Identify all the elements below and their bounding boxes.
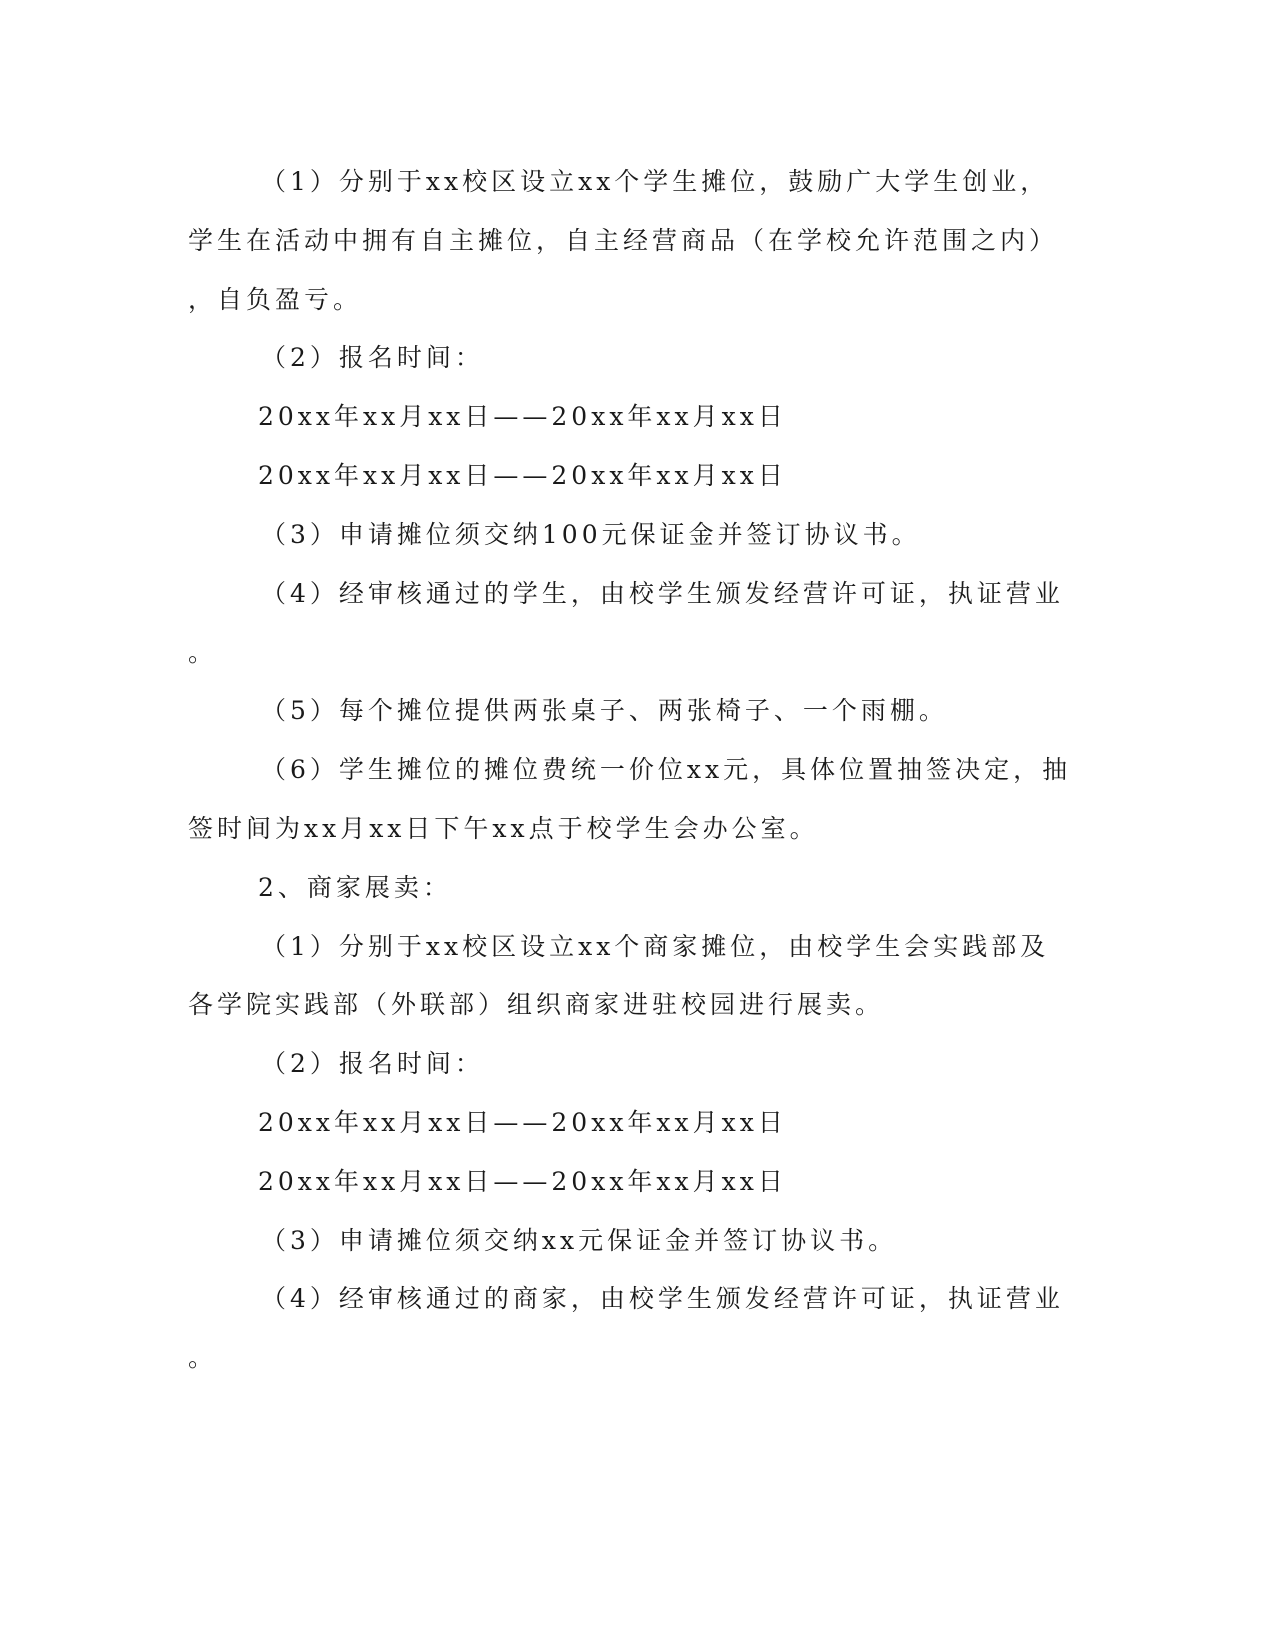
paragraph-line: 。 <box>188 638 218 667</box>
paragraph-line: （3）申请摊位须交纳xx元保证金并签订协议书。 <box>261 1226 898 1255</box>
paragraph-line: （4）经审核通过的学生，由校学生颁发经营许可证，执证营业 <box>261 579 1064 608</box>
paragraph-line: （1）分别于xx校区设立xx个商家摊位，由校学生会实践部及 <box>261 932 1050 961</box>
paragraph-line: （3）申请摊位须交纳100元保证金并签订协议书。 <box>261 520 921 549</box>
date-range-line: 20xx年xx月xx日——20xx年xx月xx日 <box>258 1167 787 1196</box>
paragraph-line: 。 <box>188 1343 218 1372</box>
paragraph-line: （6）学生摊位的摊位费统一价位xx元，具体位置抽签决定，抽 <box>261 755 1072 784</box>
section-heading: 2、商家展卖： <box>258 873 452 902</box>
paragraph-line: ，自负盈亏。 <box>188 285 363 314</box>
paragraph-line: （4）经审核通过的商家，由校学生颁发经营许可证，执证营业 <box>261 1284 1064 1313</box>
paragraph-line: 签时间为xx月xx日下午xx点于校学生会办公室。 <box>188 814 819 843</box>
paragraph-line: （1）分别于xx校区设立xx个学生摊位，鼓励广大学生创业， <box>261 167 1050 196</box>
date-range-line: 20xx年xx月xx日——20xx年xx月xx日 <box>258 1108 787 1137</box>
paragraph-line: （2）报名时间： <box>261 1049 484 1078</box>
paragraph-line: 各学院实践部（外联部）组织商家进驻校园进行展卖。 <box>188 990 885 1019</box>
paragraph-line: （5）每个摊位提供两张桌子、两张椅子、一个雨棚。 <box>261 696 948 725</box>
paragraph-line: 学生在活动中拥有自主摊位，自主经营商品（在学校允许范围之内） <box>188 226 1059 255</box>
date-range-line: 20xx年xx月xx日——20xx年xx月xx日 <box>258 402 787 431</box>
paragraph-line: （2）报名时间： <box>261 343 484 372</box>
date-range-line: 20xx年xx月xx日——20xx年xx月xx日 <box>258 461 787 490</box>
